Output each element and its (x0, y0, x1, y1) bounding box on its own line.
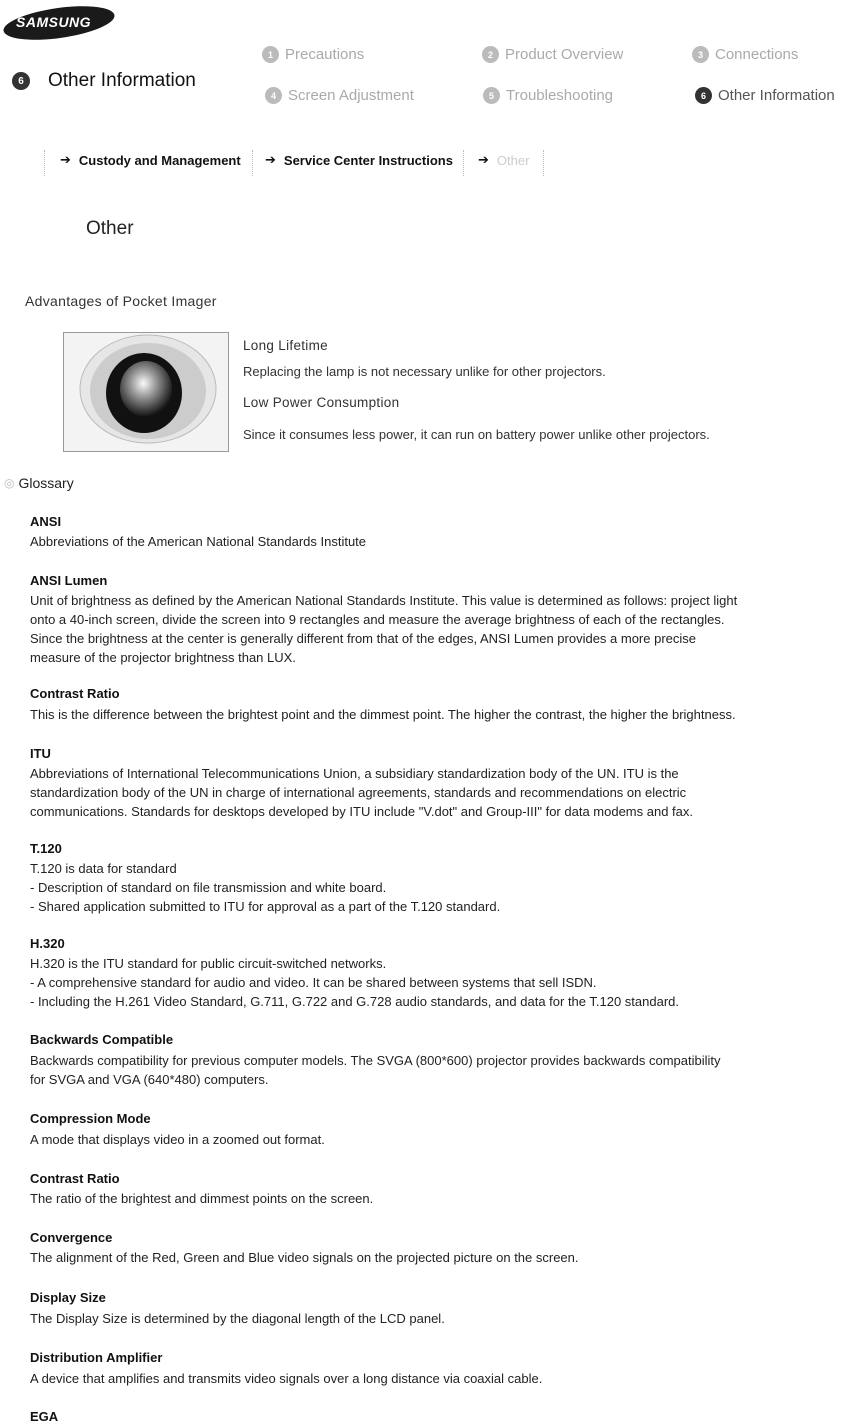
nav-label: Troubleshooting (506, 87, 614, 104)
arrow-right-icon: ➔ (478, 152, 489, 167)
definition-line: - A comprehensive standard for audio and video. It can be shared between systems that sell ISDN. (30, 975, 597, 990)
section-title-text: Other Information (48, 70, 196, 91)
definition-line: for SVGA and VGA (640*480) computers. (30, 1072, 269, 1087)
glossary-term: T.120 (30, 841, 62, 856)
glossary-term: Display Size (30, 1290, 106, 1305)
glossary-definition (30, 1189, 860, 1208)
glossary-term: Convergence (30, 1230, 113, 1245)
subnav-service-center[interactable] (265, 152, 453, 168)
bullet-icon: ◎ (4, 476, 15, 490)
glossary-definition (30, 532, 860, 551)
nav-other-information[interactable] (695, 87, 835, 104)
definition-line: - Shared application submitted to ITU for approval as a part of the T.120 standard. (30, 899, 501, 914)
definition-line: Backwards compatibility for previous computer models. The SVGA (800*600) projector provides backwards compatibility (30, 1053, 721, 1068)
definition-line: Unit of brightness as defined by the American National Standards Institute. This value is determined as follows: project light (30, 593, 738, 608)
nav-screen-adjustment[interactable] (265, 87, 414, 104)
advantage-text: Replacing the lamp is not necessary unlike for other projectors. (243, 364, 606, 379)
glossary-definition (30, 591, 860, 667)
glossary-term: Contrast Ratio (30, 1171, 120, 1186)
page-title: Other (86, 218, 134, 239)
definition-line: - Including the H.261 Video Standard, G.711, G.722 and G.728 audio standards, and data for the T.120 standard. (30, 994, 680, 1009)
section-title (12, 70, 196, 92)
logo-text: SAMSUNG (16, 14, 92, 30)
pocket-imager-lens-image (63, 332, 229, 452)
glossary-definition (30, 705, 860, 724)
advantage-text: Since it consumes less power, it can run on battery power unlike other projectors. (243, 427, 710, 442)
definition-line: The Display Size is determined by the diagonal length of the LCD panel. (30, 1311, 445, 1326)
glossary-definition (30, 764, 860, 821)
section-number-icon: 6 (12, 72, 30, 90)
glossary-term: ANSI Lumen (30, 573, 108, 588)
nav-label: Product Overview (505, 46, 624, 63)
nav-label: Precautions (285, 46, 365, 63)
glossary-definition (30, 859, 860, 916)
subnav-label: Other (496, 152, 530, 168)
glossary-definition (30, 1051, 860, 1089)
glossary-definition (30, 1369, 860, 1388)
glossary-term: EGA (30, 1409, 59, 1424)
subnav-custody[interactable] (60, 152, 241, 168)
nav-troubleshooting[interactable] (483, 87, 613, 104)
nav-number-icon: 2 (482, 46, 499, 63)
glossary-term: ITU (30, 746, 51, 761)
nav-number-icon: 3 (692, 46, 709, 63)
glossary-term: ANSI (30, 514, 62, 529)
definition-line: The ratio of the brightest and dimmest points on the screen. (30, 1191, 374, 1206)
arrow-right-icon: ➔ (60, 152, 71, 167)
glossary-term: Compression Mode (30, 1111, 151, 1126)
glossary-term: Contrast Ratio (30, 686, 120, 701)
nav-product-overview[interactable] (482, 46, 623, 63)
glossary-title (4, 475, 74, 491)
definition-line: Since the brightness at the center is generally different from that of the edges, ANSI Lumen provides a more precise (30, 631, 697, 646)
subnav-other[interactable] (478, 152, 529, 168)
advantage-heading: Long Lifetime (243, 338, 328, 353)
nav-label: Other Information (718, 87, 835, 104)
definition-line: onto a 40-inch screen, divide the screen into 9 rectangles and measure the average brightness of each of the rectangles. (30, 612, 725, 627)
subnav-separator (44, 150, 46, 176)
subnav-separator (543, 150, 545, 176)
definition-line: The alignment of the Red, Green and Blue video signals on the projected picture on the screen. (30, 1250, 579, 1265)
definition-line: - Description of standard on file transmission and white board. (30, 880, 387, 895)
glossary-definition (30, 1248, 860, 1267)
subnav-label: Service Center Instructions (283, 152, 453, 168)
nav-number-icon: 6 (695, 87, 712, 104)
advantages-title: Advantages of Pocket Imager (25, 293, 217, 309)
advantage-heading: Low Power Consumption (243, 395, 400, 410)
glossary-title-text: Glossary (18, 475, 74, 491)
glossary-term: H.320 (30, 936, 65, 951)
definition-line: Abbreviations of the American National Standards Institute (30, 534, 367, 549)
definition-line: This is the difference between the brightest point and the dimmest point. The higher the contrast, the higher the brightness. (30, 707, 736, 722)
definition-line: A mode that displays video in a zoomed out format. (30, 1132, 325, 1147)
glossary-term: Backwards Compatible (30, 1032, 174, 1047)
definition-line: A device that amplifies and transmits video signals over a long distance via coaxial cable. (30, 1371, 543, 1386)
definition-line: measure of the projector brightness than LUX. (30, 650, 296, 665)
subnav-label: Custody and Management (78, 152, 241, 168)
definition-line: H.320 is the ITU standard for public circuit-switched networks. (30, 956, 387, 971)
definition-line: communications. Standards for desktops developed by ITU include "V.dot" and Group-III" for data modems and fax. (30, 804, 693, 819)
nav-label: Connections (715, 46, 799, 63)
nav-precautions[interactable] (262, 46, 364, 63)
glossary-definition (30, 1309, 860, 1328)
nav-number-icon: 5 (483, 87, 500, 104)
samsung-logo[interactable] (2, 3, 116, 43)
definition-line: T.120 is data for standard (30, 861, 177, 876)
glossary-definition (30, 1130, 860, 1149)
glossary-definition (30, 954, 860, 1011)
definition-line: Abbreviations of International Telecommunications Union, a subsidiary standardization body of the UN. ITU is the (30, 766, 679, 781)
subnav-separator (463, 150, 465, 176)
nav-connections[interactable] (692, 46, 798, 63)
nav-label: Screen Adjustment (288, 87, 414, 104)
subnav-separator (252, 150, 254, 176)
definition-line: standardization body of the UN in charge of international agreements, standards and recommendations on electric (30, 785, 687, 800)
glossary-term: Distribution Amplifier (30, 1350, 163, 1365)
arrow-right-icon: ➔ (265, 152, 276, 167)
nav-number-icon: 1 (262, 46, 279, 63)
nav-number-icon: 4 (265, 87, 282, 104)
